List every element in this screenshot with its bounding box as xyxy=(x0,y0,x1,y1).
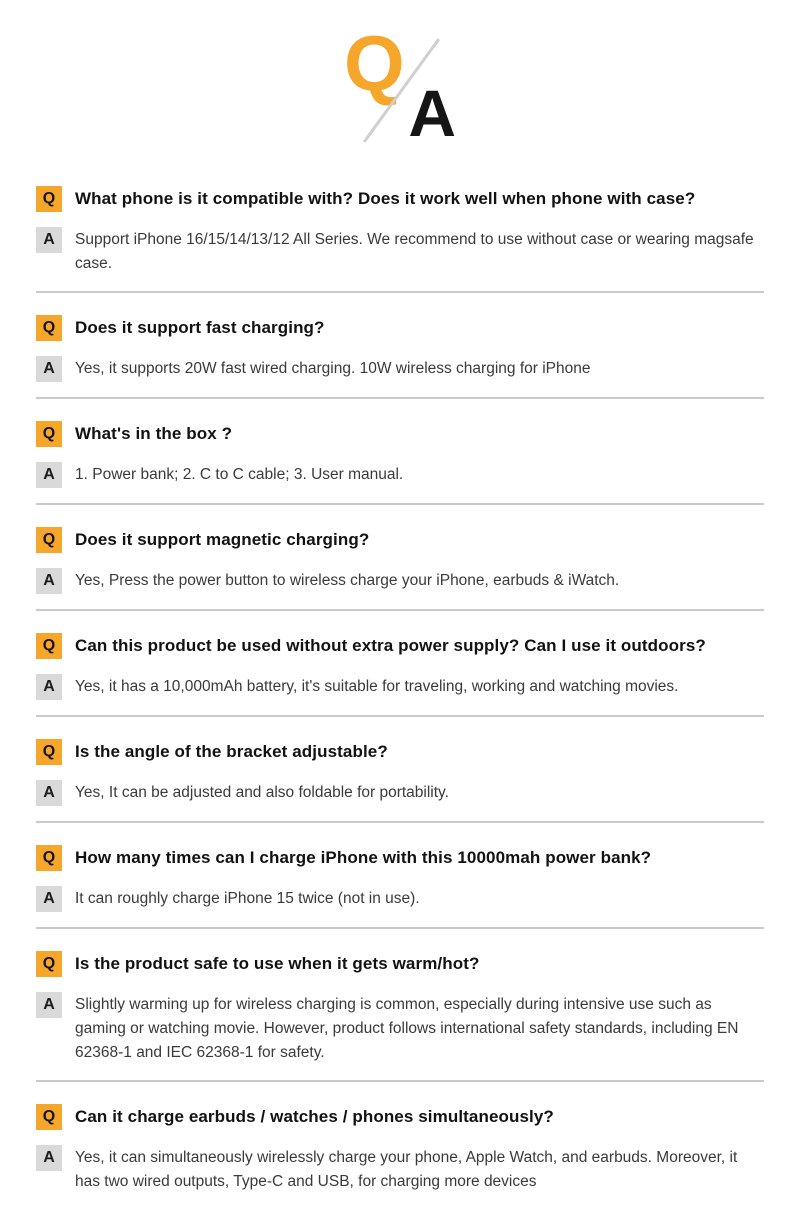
faq-item xyxy=(36,315,764,399)
question-badge: Q xyxy=(36,1104,62,1130)
faq-item xyxy=(36,633,764,717)
answer-text: Yes, it supports 20W fast wired charging. 10W wireless charging for iPhone xyxy=(75,360,591,377)
question-badge: Q xyxy=(36,845,62,871)
question-row xyxy=(36,633,764,659)
question-badge: Q xyxy=(36,186,62,212)
question-badge: Q xyxy=(36,315,62,341)
answer-row xyxy=(36,780,764,806)
answer-badge: A xyxy=(36,886,62,912)
question-text: Does it support fast charging? xyxy=(75,318,325,337)
answer-badge: A xyxy=(36,992,62,1018)
faq-item xyxy=(36,186,764,293)
question-badge: Q xyxy=(36,633,62,659)
question-badge: Q xyxy=(36,739,62,765)
divider xyxy=(36,715,764,717)
faq-item xyxy=(36,951,764,1082)
divider xyxy=(36,1080,764,1082)
answer-row xyxy=(36,992,764,1065)
answer-row xyxy=(36,227,764,276)
answer-text: Slightly warming up for wireless charging is common, especially during intensive use such as gaming or watching movie. However, product follows international safety standards, including EN 62368-1 and IEC 62368-1 for safety. xyxy=(75,996,739,1061)
answer-badge: A xyxy=(36,462,62,488)
divider xyxy=(36,397,764,399)
answer-badge: A xyxy=(36,227,62,253)
answer-badge: A xyxy=(36,1145,62,1171)
faq-item xyxy=(36,421,764,505)
answer-text: Support iPhone 16/15/14/13/12 All Series. We recommend to use without case or wearing magsafe case. xyxy=(75,231,754,272)
faq-item xyxy=(36,527,764,611)
question-badge: Q xyxy=(36,951,62,977)
question-row xyxy=(36,951,764,977)
answer-text: Yes, Press the power button to wireless charge your iPhone, earbuds & iWatch. xyxy=(75,572,620,589)
question-text: What's in the box ? xyxy=(75,424,233,443)
answer-badge: A xyxy=(36,674,62,700)
answer-badge: A xyxy=(36,780,62,806)
question-row xyxy=(36,186,764,212)
divider xyxy=(36,609,764,611)
answer-badge: A xyxy=(36,356,62,382)
answer-row xyxy=(36,886,764,912)
answer-row xyxy=(36,356,764,382)
question-text: Is the angle of the bracket adjustable? xyxy=(75,742,388,761)
faq-item xyxy=(36,739,764,823)
question-row xyxy=(36,739,764,765)
logo-letter-a: A xyxy=(408,76,456,150)
question-badge: Q xyxy=(36,421,62,447)
faq-list xyxy=(36,186,764,1194)
qa-logo xyxy=(344,19,456,150)
answer-text: 1. Power bank; 2. C to C cable; 3. User manual. xyxy=(75,466,404,483)
answer-row xyxy=(36,1145,764,1194)
answer-text: Yes, it can simultaneously wirelessly charge your phone, Apple Watch, and earbuds. Moreover, it has two wired outputs, Type-C and USB, for charging more devices xyxy=(75,1149,738,1190)
answer-row xyxy=(36,674,764,700)
divider xyxy=(36,291,764,293)
question-row xyxy=(36,527,764,553)
divider xyxy=(36,821,764,823)
question-text: What phone is it compatible with? Does it work well when phone with case? xyxy=(75,189,696,208)
question-text: How many times can I charge iPhone with this 10000mah power bank? xyxy=(75,848,652,867)
logo-letter-q: Q xyxy=(344,19,405,107)
question-text: Is the product safe to use when it gets warm/hot? xyxy=(75,954,480,973)
question-row xyxy=(36,1104,764,1130)
answer-text: Yes, it has a 10,000mAh battery, it's suitable for traveling, working and watching movies. xyxy=(75,678,679,695)
question-text: Does it support magnetic charging? xyxy=(75,530,370,549)
question-text: Can this product be used without extra power supply? Can I use it outdoors? xyxy=(75,636,706,655)
question-row xyxy=(36,845,764,871)
divider xyxy=(36,927,764,929)
divider xyxy=(36,503,764,505)
question-row xyxy=(36,315,764,341)
question-text: Can it charge earbuds / watches / phones simultaneously? xyxy=(75,1107,554,1126)
answer-row xyxy=(36,462,764,488)
faq-item xyxy=(36,1104,764,1194)
answer-badge: A xyxy=(36,568,62,594)
answer-row xyxy=(36,568,764,594)
faq-item xyxy=(36,845,764,929)
question-row xyxy=(36,421,764,447)
question-badge: Q xyxy=(36,527,62,553)
answer-text: Yes, It can be adjusted and also foldable for portability. xyxy=(75,784,449,801)
answer-text: It can roughly charge iPhone 15 twice (not in use). xyxy=(75,890,420,907)
